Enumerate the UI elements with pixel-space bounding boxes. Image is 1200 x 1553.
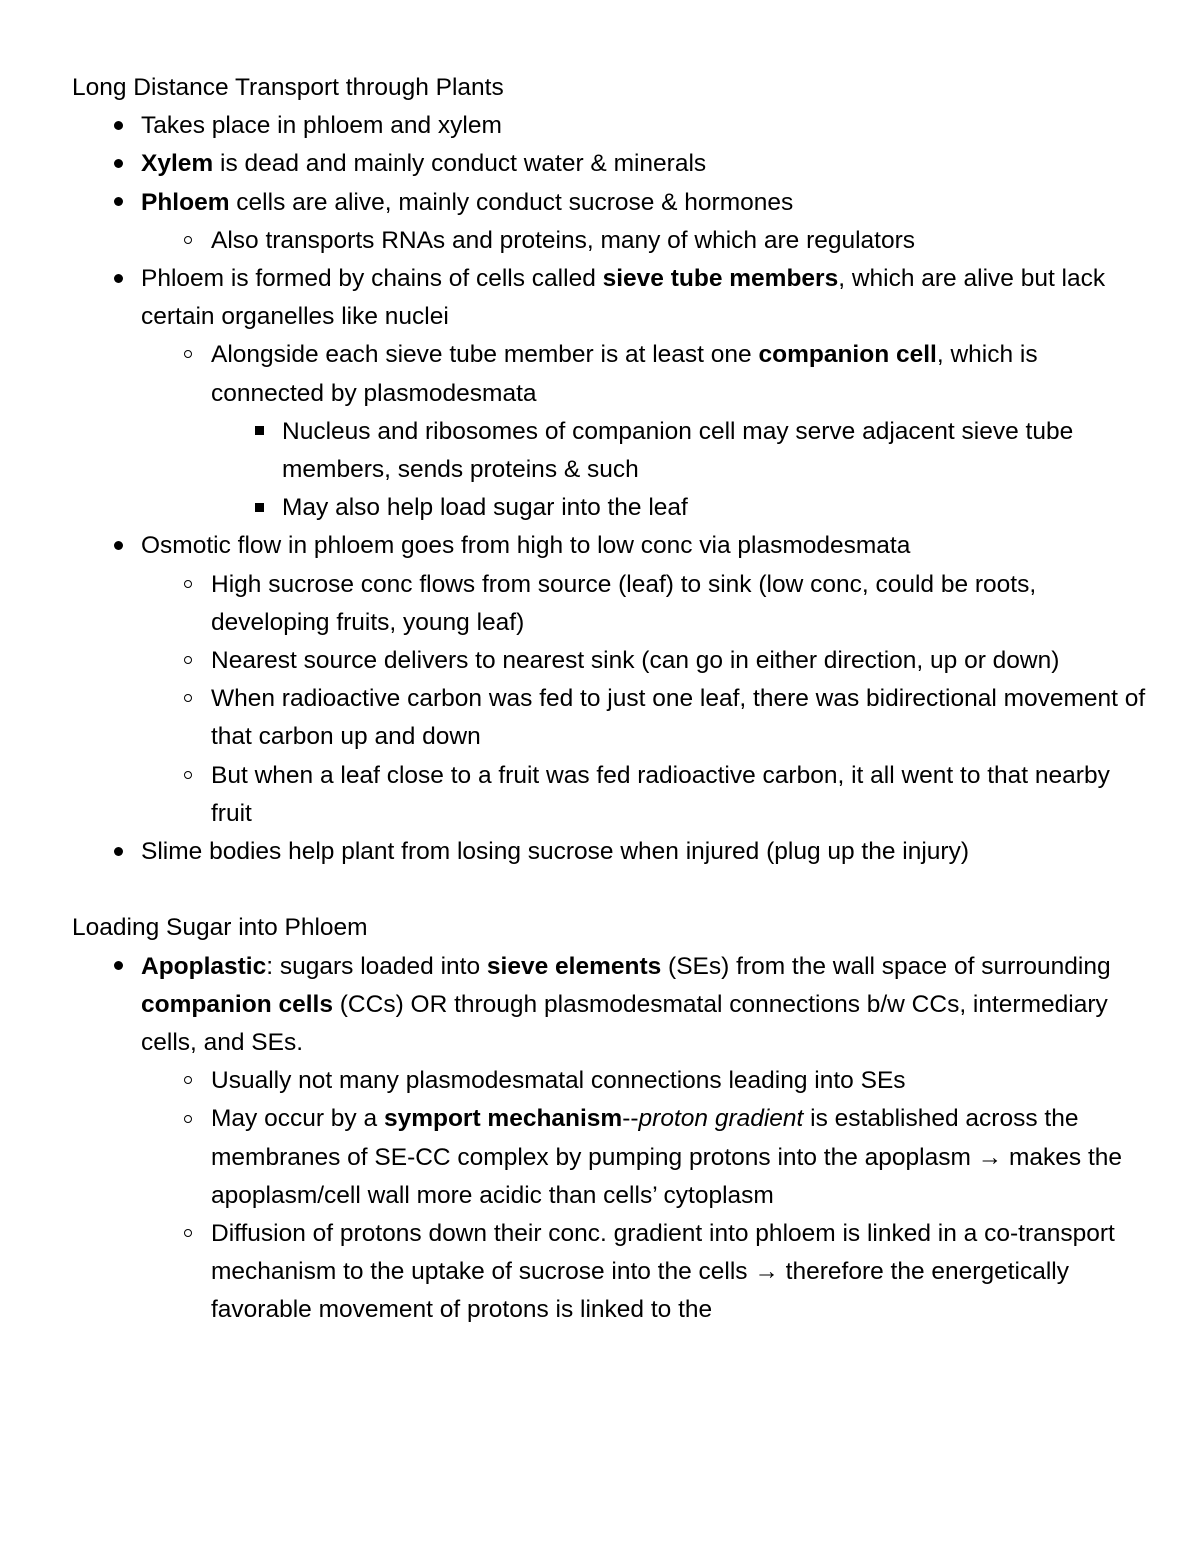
list-item bbox=[72, 1215, 1152, 1330]
item-text: Diffusion of protons down their conc. gradient into phloem is linked in a co-transport mechanism to the uptake of sucrose into the cells → therefore the energetically favorable movement of protons is linked to the bbox=[211, 1220, 1115, 1324]
item-text: May also help load sugar into the leaf bbox=[282, 494, 688, 522]
bold-term: companion cell bbox=[758, 341, 937, 369]
bold-term: Apoplastic bbox=[141, 952, 267, 980]
item-text: is established across the membranes of SE-CC complex by pumping protons into the apoplasm → makes the apoplasm/cell wall more acidic than cells’ cytoplasm bbox=[211, 1105, 1123, 1209]
list-item bbox=[72, 489, 1152, 527]
item-text: Alongside each sieve tube member is at least one bbox=[211, 341, 759, 369]
item-text: Also transports RNAs and proteins, many of which are regulators bbox=[211, 226, 916, 254]
bullet-circle-icon bbox=[178, 222, 198, 260]
section-heading: Long Distance Transport through Plants bbox=[72, 74, 504, 101]
item-text: (SEs) from the wall space of surrounding bbox=[661, 952, 1111, 980]
list-item bbox=[72, 833, 1152, 871]
bullet-circle-icon bbox=[178, 680, 198, 718]
bullet-circle-icon bbox=[178, 1215, 198, 1253]
item-text: When radioactive carbon was fed to just one leaf, there was bidirectional movement of that carbon up and down bbox=[211, 685, 1146, 751]
list-item bbox=[72, 145, 1152, 183]
document-page bbox=[72, 69, 1152, 1330]
item-text: , which are alive but lack certain organelles like nuclei bbox=[141, 265, 1106, 331]
item-text: is dead and mainly conduct water & minerals bbox=[213, 150, 707, 178]
list-item bbox=[72, 642, 1152, 680]
item-text: Osmotic flow in phloem goes from high to low conc via plasmodesmata bbox=[141, 532, 911, 560]
item-text: Usually not many plasmodesmatal connections leading into SEs bbox=[211, 1067, 906, 1095]
list-item bbox=[72, 566, 1152, 642]
bullet-disc-icon bbox=[108, 260, 128, 298]
bullet-disc-icon bbox=[108, 145, 128, 183]
bullet-disc-icon bbox=[108, 527, 128, 565]
bold-term: Xylem bbox=[141, 150, 214, 178]
item-text: Phloem is formed by chains of cells called bbox=[141, 265, 603, 293]
bullet-square-icon bbox=[249, 489, 269, 527]
item-text: High sucrose conc flows from source (leaf) to sink (low conc, could be roots, developing fruits, young leaf) bbox=[211, 570, 1037, 636]
bullet-disc-icon bbox=[108, 833, 128, 871]
list-item bbox=[72, 336, 1152, 412]
bullet-circle-icon bbox=[178, 1100, 198, 1138]
list-item bbox=[72, 948, 1152, 1063]
bold-term: sieve elements bbox=[486, 952, 662, 980]
item-text: But when a leaf close to a fruit was fed radioactive carbon, it all went to that nearby fruit bbox=[211, 761, 1110, 827]
item-text: : sugars loaded into bbox=[266, 952, 487, 980]
bullet-disc-icon bbox=[108, 107, 128, 145]
list-item bbox=[72, 260, 1152, 336]
item-text: Nearest source delivers to nearest sink (can go in either direction, up or down) bbox=[211, 647, 1060, 675]
bold-term: companion cells bbox=[141, 990, 333, 1018]
item-text: (CCs) OR through plasmodesmatal connections b/w CCs, intermediary cells, and SEs. bbox=[141, 990, 1108, 1057]
item-text: Slime bodies help plant from losing sucrose when injured (plug up the injury) bbox=[141, 838, 969, 866]
italic-term: proton gradient bbox=[638, 1105, 804, 1133]
list-item bbox=[72, 184, 1152, 222]
bullet-circle-icon bbox=[178, 1062, 198, 1100]
bullet-circle-icon bbox=[178, 336, 198, 374]
bold-term: symport mechanism bbox=[383, 1105, 623, 1133]
bullet-square-icon bbox=[249, 413, 269, 451]
item-text: Nucleus and ribosomes of companion cell may serve adjacent sieve tube members, sends proteins & such bbox=[282, 417, 1074, 484]
list-item bbox=[72, 413, 1152, 489]
bold-term: sieve tube members bbox=[602, 265, 839, 293]
bold-term: Phloem bbox=[141, 188, 230, 216]
bullet-disc-icon bbox=[108, 948, 128, 986]
list-item bbox=[72, 222, 1152, 260]
list-item bbox=[72, 757, 1152, 833]
list-item bbox=[72, 680, 1152, 756]
list-item bbox=[72, 107, 1152, 145]
item-text: May occur by a bbox=[211, 1105, 384, 1133]
section-heading: Loading Sugar into Phloem bbox=[72, 914, 368, 942]
item-text: cells are alive, mainly conduct sucrose & hormones bbox=[229, 188, 794, 216]
item-text: -- bbox=[622, 1105, 639, 1133]
bullet-circle-icon bbox=[178, 566, 198, 604]
list-item bbox=[72, 1100, 1152, 1215]
bullet-circle-icon bbox=[178, 642, 198, 680]
item-text: , which is connected by plasmodesmata bbox=[211, 341, 1038, 407]
list-item bbox=[72, 1062, 1152, 1100]
bullet-circle-icon bbox=[178, 757, 198, 795]
paragraph-spacer bbox=[72, 871, 1152, 909]
item-text: Takes place in phloem and xylem bbox=[141, 112, 502, 140]
bullet-disc-icon bbox=[108, 184, 128, 222]
list-item bbox=[72, 527, 1152, 565]
